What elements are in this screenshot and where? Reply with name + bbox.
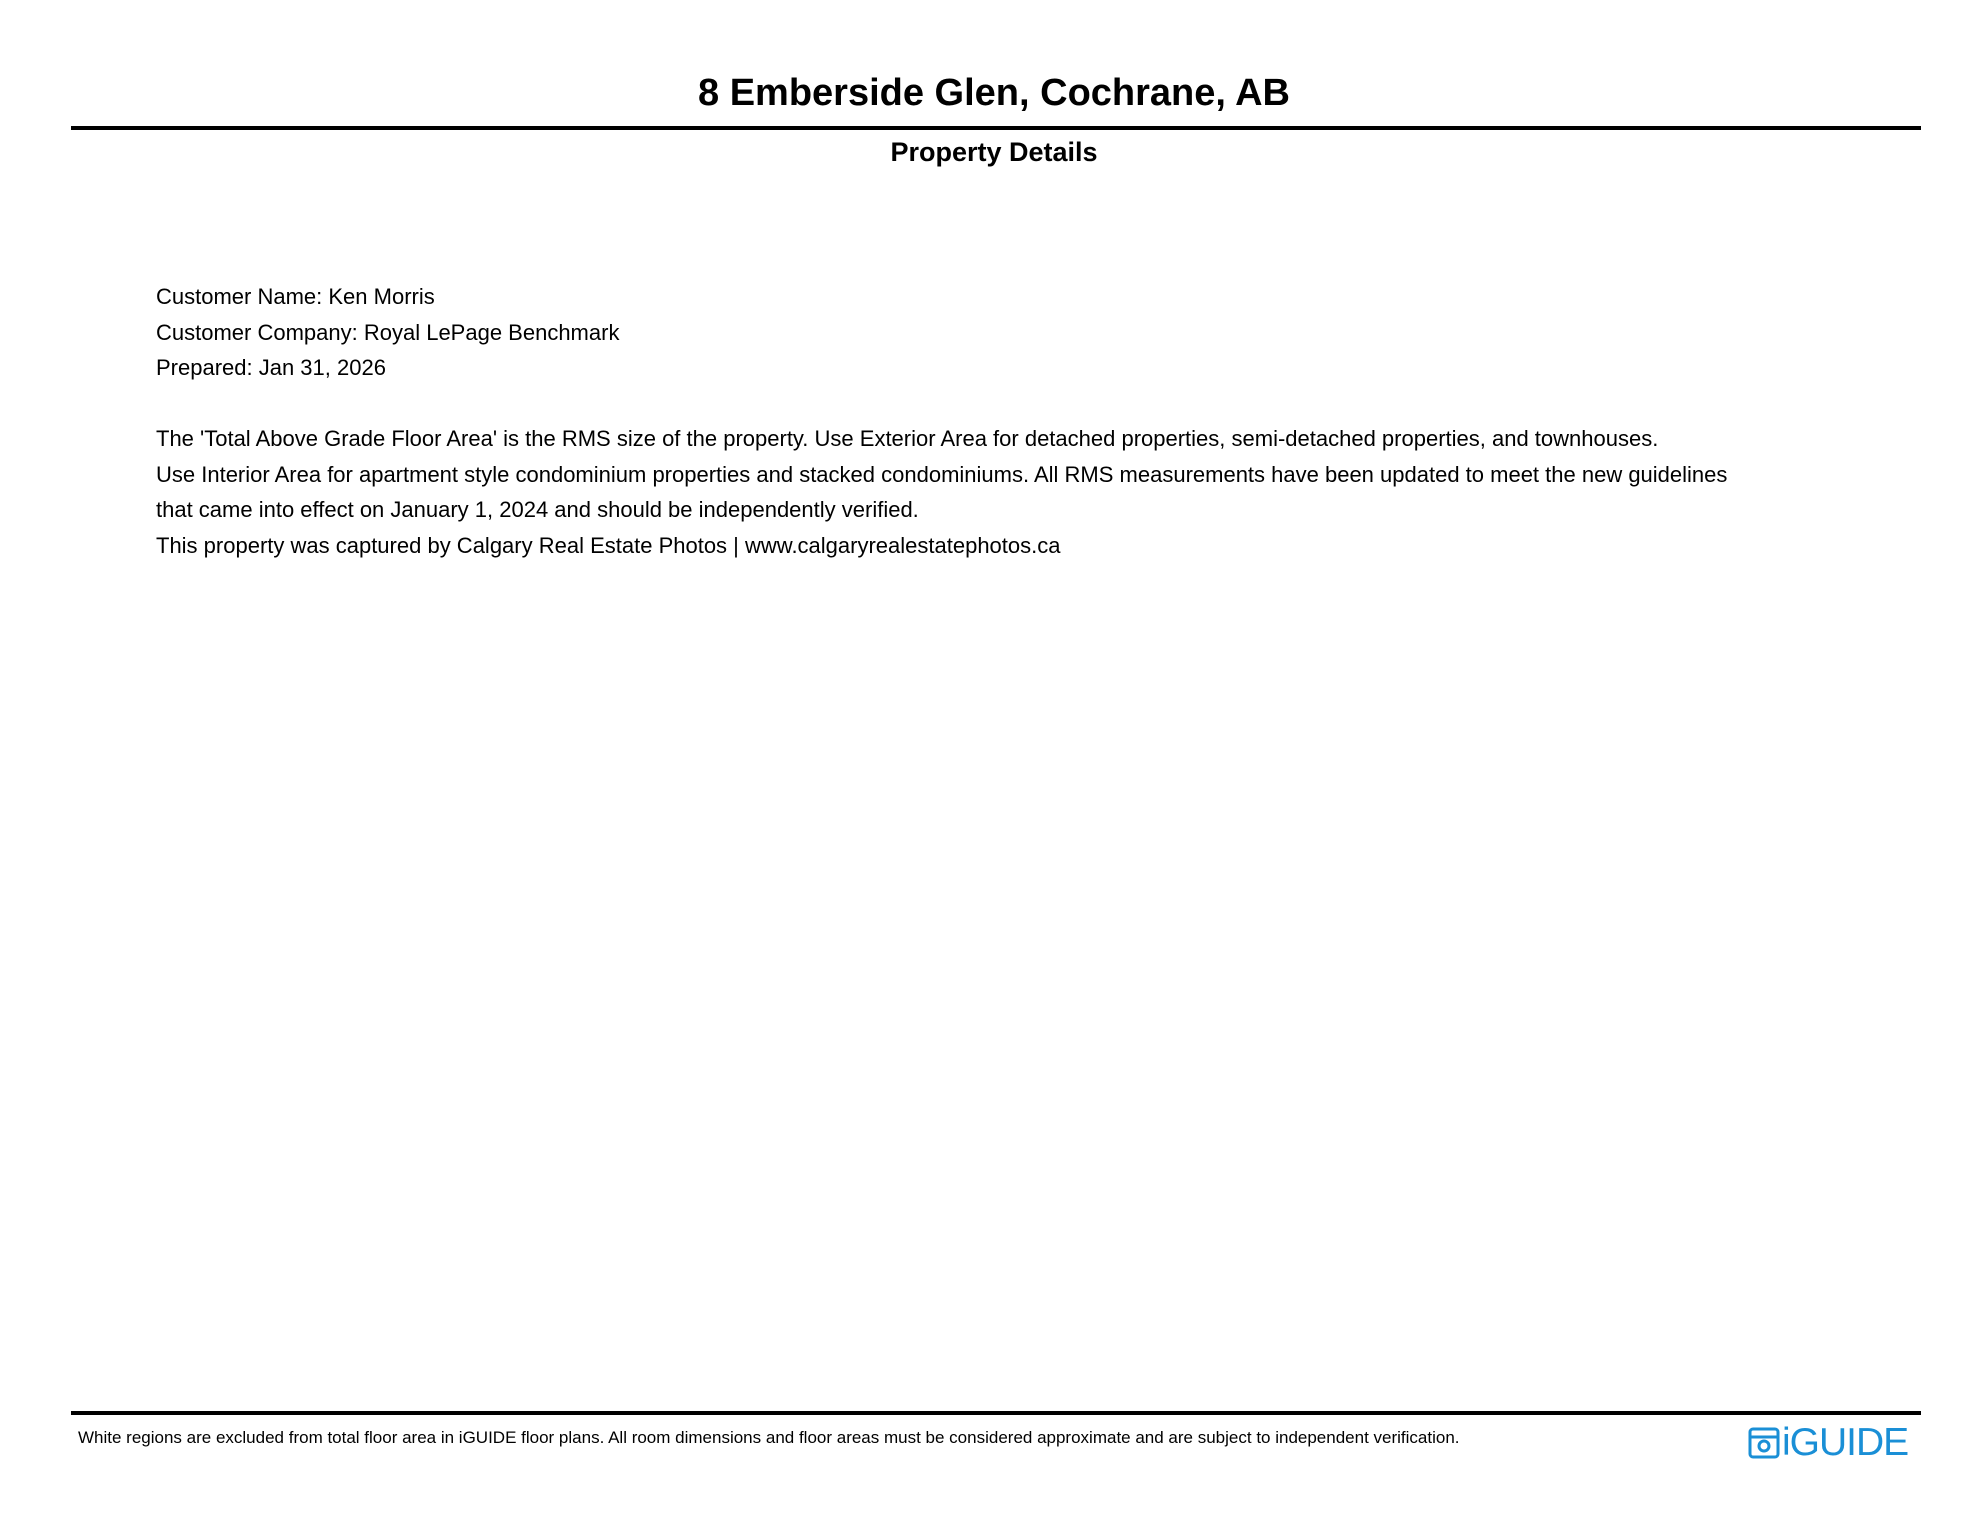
title-divider (71, 126, 1921, 130)
page-subtitle: Property Details (890, 137, 1098, 167)
footer-divider (71, 1411, 1921, 1415)
iguide-logo (1748, 1423, 1908, 1463)
camera-box-icon (1748, 1427, 1780, 1459)
customer-company: Customer Company: Royal LePage Benchmark (156, 319, 620, 345)
customer-name: Customer Name: Ken Morris (156, 284, 435, 309)
page-title: 8 Emberside Glen, Cochrane, AB (698, 72, 1290, 114)
note-line: that came into effect on January 1, 2024 and should be independently verified. (156, 497, 919, 522)
capture-credit: This property was captured by Calgary Real Estate Photos | www.calgaryrealestatephotos.ca (156, 532, 1061, 558)
property-details (156, 279, 1916, 563)
prepared-date: Prepared: Jan 31, 2026 (156, 355, 386, 380)
logo-wordmark: iGUIDE (1782, 1421, 1909, 1464)
note-line: The 'Total Above Grade Floor Area' is the RMS size of the property. Use Exterior Area for detached properties, semi-detached properties, and townhouses. (156, 426, 1659, 451)
paragraph-spacer (156, 386, 1916, 422)
footer-disclaimer: White regions are excluded from total floor area in iGUIDE floor plans. All room dimensions and floor areas must be considered approximate and are subject to independent verification. (78, 1428, 1460, 1447)
note-line: Use Interior Area for apartment style condominium properties and stacked condominiums. All RMS measurements have been updated to meet the new guidelines (156, 461, 1728, 487)
